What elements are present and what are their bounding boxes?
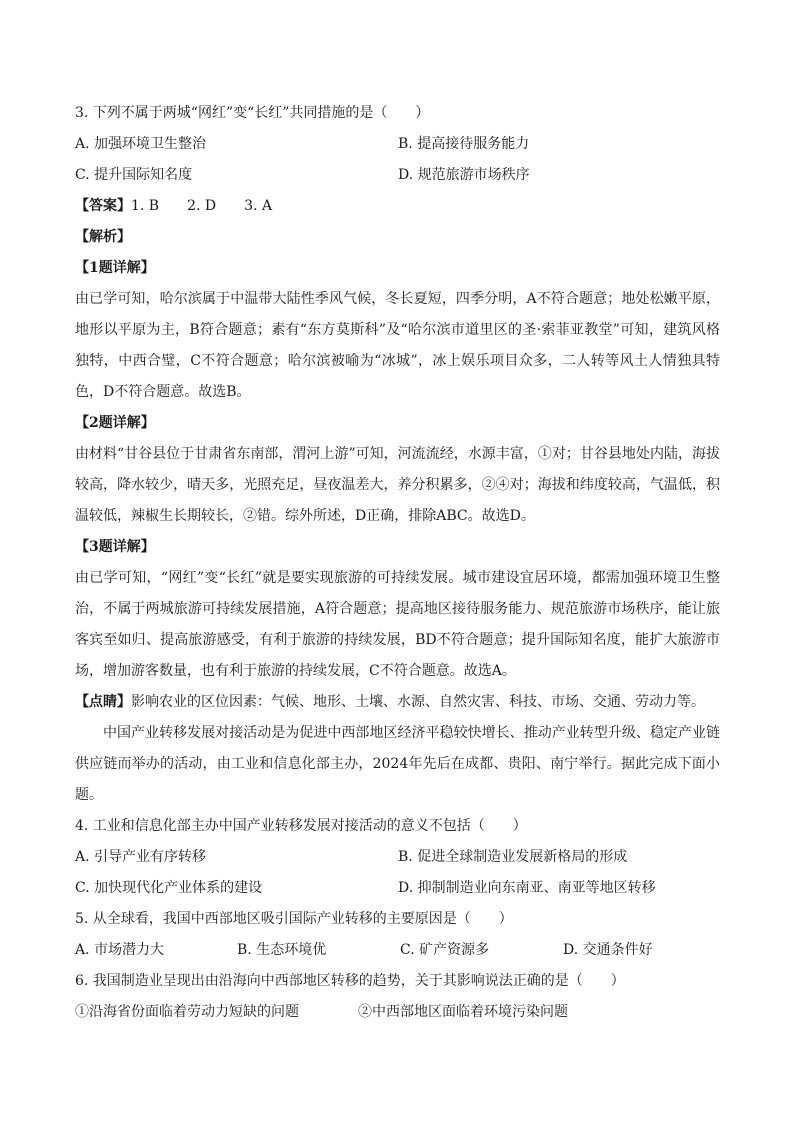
question-3-options-row-1 [75,129,720,160]
q3-option-c: C. 提升国际知名度 [75,167,193,183]
material-paragraph: 中国产业转移发展对接活动是为促进中西部地区经济平稳较快增长、推动产业转型升级、稳定产业链供应链而举办的活动，由工业和信息化部主办，2024年先后在成都、贵阳、南宁举行。据此完成下面小题。 [75,725,720,803]
question-6-items [75,997,720,1028]
answer-2: 2. D [187,198,217,214]
question-4-options-row-2 [75,873,720,904]
question-4-options-row-1 [75,842,720,873]
q5-option-d: D. 交通条件好 [563,942,653,958]
q3-option-a: A. 加强环境卫生整治 [75,136,207,152]
q4-option-d: D. 抑制制造业向东南亚、南亚等地区转移 [398,880,656,896]
question-3-options-row-2 [75,160,720,191]
q5-option-a: A. 市场潜力大 [75,942,165,958]
answer-1: 1. B [131,198,160,214]
detail-2-label: 【2题详解】 [75,415,155,431]
q6-item-2: ②中西部地区面临着环境污染问题 [358,1004,568,1020]
detail-2-text: 由材料“甘谷县位于甘肃省东南部，渭河上游”可知，河流流经，水源丰富，①对；甘谷县地处内陆，海拔较高，降水较少，晴天多，光照充足，昼夜温差大，养分积累多，②④对；海拔和纬度较高，气温低，积温较低，辣椒生长期较长，②错。综外所述，D正确，排除ABC。故选D。 [75,446,720,524]
answer-label: 【答案】 [75,198,131,214]
q5-option-c: C. 矿产资源多 [400,942,490,958]
q4-option-b: B. 促进全球制造业发展新格局的形成 [398,849,628,865]
question-6: 6. 我国制造业呈现出由沿海向中西部地区转移的趋势，关于其影响说法正确的是（ ） [75,973,625,989]
q4-option-c: C. 加快现代化产业体系的建设 [75,880,263,896]
document-content [75,98,720,1028]
tip-text: 影响农业的区位因素：气候、地形、土壤、水源、自然灾害、科技、市场、交通、劳动力等。 [131,694,705,710]
q5-option-b: B. 生态环境优 [237,942,327,958]
q3-option-d: D. 规范旅游市场秩序 [398,167,530,183]
question-4: 4. 工业和信息化部主办中国产业转移发展对接活动的意义不包括（ ） [75,818,527,834]
detail-3-text: 由已学可知，“网红”变“长红”就是要实现旅游的可持续发展。城市建设宜居环境，都需加强环境卫生整治，不属于两城旅游可持续发展措施，A符合题意；提高地区接待服务能力、规范旅游市场秩序，能让旅客宾至如归、提高旅游感受，有利于旅游的持续发展，BD不符合题意；提升国际知名度，能扩大旅游市场，增加游客数量，也有利于旅游的持续发展，C不符合题意。故选A。 [75,570,720,679]
detail-1-text: 由已学可知，哈尔滨属于中温带大陆性季风气候，冬长夏短，四季分明，A不符合题意；地处松嫩平原，地形以平原为主，B符合题意；素有“东方莫斯科”及“哈尔滨市道里区的圣·索菲亚教堂”可知，建筑风格独特，中西合璧，C不符合题意；哈尔滨被喻为“冰城”，冰上娱乐项目众多，二人转等风土人情独具特色，D不符合题意。故选B。 [75,291,720,400]
detail-1-label: 【1题详解】 [75,260,155,276]
detail-3-label: 【3题详解】 [75,539,155,555]
q3-option-b: B. 提高接待服务能力 [398,136,530,152]
q4-option-a: A. 引导产业有序转移 [75,849,207,865]
question-5-options [75,935,720,966]
answer-3: 3. A [244,198,273,214]
answer-line [75,191,720,222]
question-3: 3. 下列不属于两城“网红”变“长红”共同措施的是（ ） [75,105,430,121]
question-5: 5. 从全球看，我国中西部地区吸引国际产业转移的主要原因是（ ） [75,911,513,927]
analysis-label: 【解析】 [75,229,131,245]
tip-line [75,687,720,718]
tip-label: 【点睛】 [75,694,131,710]
q6-item-1: ①沿海省份面临着劳动力短缺的问题 [75,1004,299,1020]
